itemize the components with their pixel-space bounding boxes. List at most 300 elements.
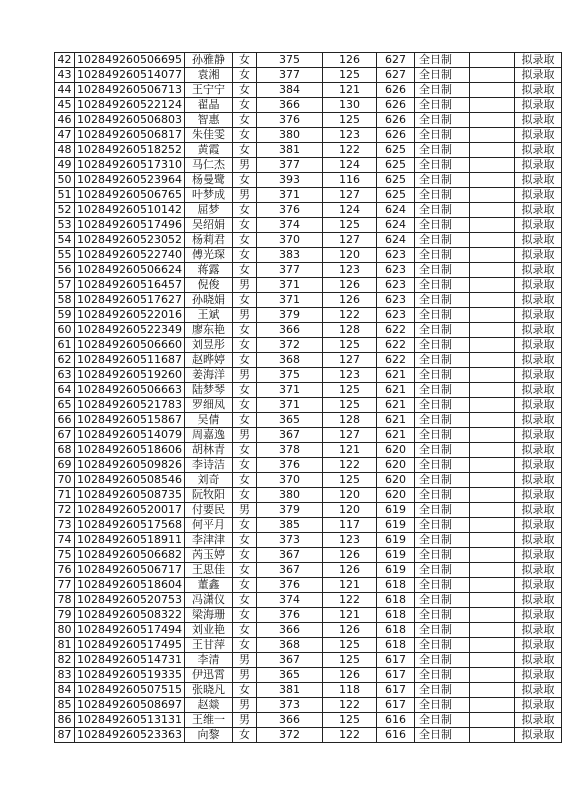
study-mode-cell: 全日制 <box>414 248 469 263</box>
total-score-cell: 627 <box>376 68 414 83</box>
student-name-cell: 周嘉逸 <box>184 428 232 443</box>
score-b-cell: 124 <box>322 158 376 173</box>
student-name-cell: 李诗洁 <box>184 458 232 473</box>
gender-cell: 女 <box>232 593 256 608</box>
score-b-cell: 121 <box>322 578 376 593</box>
total-score-cell: 619 <box>376 548 414 563</box>
total-score-cell: 618 <box>376 608 414 623</box>
row-number-cell: 57 <box>55 278 75 293</box>
score-a-cell: 367 <box>256 563 322 578</box>
admission-status-cell: 拟录取 <box>514 128 561 143</box>
score-a-cell: 366 <box>256 713 322 728</box>
score-b-cell: 125 <box>322 383 376 398</box>
study-mode-cell: 全日制 <box>414 398 469 413</box>
student-name-cell: 王维一 <box>184 713 232 728</box>
table-row <box>55 248 562 263</box>
note-cell <box>469 353 514 368</box>
gender-cell: 女 <box>232 398 256 413</box>
study-mode-cell: 全日制 <box>414 608 469 623</box>
exam-id-cell: 102849260506695 <box>75 53 185 68</box>
admission-status-cell: 拟录取 <box>514 698 561 713</box>
table-row <box>55 683 562 698</box>
admission-status-cell: 拟录取 <box>514 683 561 698</box>
row-number-cell: 84 <box>55 683 75 698</box>
row-number-cell: 43 <box>55 68 75 83</box>
table-row <box>55 608 562 623</box>
score-a-cell: 366 <box>256 98 322 113</box>
note-cell <box>469 578 514 593</box>
row-number-cell: 62 <box>55 353 75 368</box>
total-score-cell: 618 <box>376 593 414 608</box>
row-number-cell: 73 <box>55 518 75 533</box>
table-row <box>55 518 562 533</box>
score-b-cell: 130 <box>322 98 376 113</box>
student-name-cell: 吴倩 <box>184 413 232 428</box>
total-score-cell: 623 <box>376 308 414 323</box>
student-name-cell: 袁湘 <box>184 68 232 83</box>
table-row <box>55 293 562 308</box>
table-row <box>55 698 562 713</box>
total-score-cell: 617 <box>376 653 414 668</box>
table-row <box>55 638 562 653</box>
score-b-cell: 126 <box>322 548 376 563</box>
table-body <box>55 53 562 743</box>
student-name-cell: 梁海珊 <box>184 608 232 623</box>
student-name-cell: 廖东艳 <box>184 323 232 338</box>
score-b-cell: 122 <box>322 458 376 473</box>
gender-cell: 女 <box>232 563 256 578</box>
exam-id-cell: 102849260523363 <box>75 728 185 743</box>
score-a-cell: 378 <box>256 443 322 458</box>
exam-id-cell: 102849260508546 <box>75 473 185 488</box>
exam-id-cell: 102849260517495 <box>75 638 185 653</box>
gender-cell: 男 <box>232 308 256 323</box>
score-b-cell: 122 <box>322 143 376 158</box>
admission-status-cell: 拟录取 <box>514 218 561 233</box>
score-a-cell: 371 <box>256 398 322 413</box>
study-mode-cell: 全日制 <box>414 83 469 98</box>
total-score-cell: 621 <box>376 368 414 383</box>
score-b-cell: 123 <box>322 533 376 548</box>
score-a-cell: 385 <box>256 518 322 533</box>
row-number-cell: 70 <box>55 473 75 488</box>
note-cell <box>469 383 514 398</box>
score-a-cell: 393 <box>256 173 322 188</box>
score-b-cell: 121 <box>322 608 376 623</box>
gender-cell: 男 <box>232 158 256 173</box>
gender-cell: 女 <box>232 683 256 698</box>
admission-status-cell: 拟录取 <box>514 518 561 533</box>
score-a-cell: 367 <box>256 428 322 443</box>
study-mode-cell: 全日制 <box>414 68 469 83</box>
total-score-cell: 622 <box>376 323 414 338</box>
note-cell <box>469 113 514 128</box>
row-number-cell: 46 <box>55 113 75 128</box>
total-score-cell: 617 <box>376 683 414 698</box>
note-cell <box>469 173 514 188</box>
admission-status-cell: 拟录取 <box>514 563 561 578</box>
score-a-cell: 365 <box>256 668 322 683</box>
row-number-cell: 75 <box>55 548 75 563</box>
student-name-cell: 王斌 <box>184 308 232 323</box>
gender-cell: 女 <box>232 83 256 98</box>
student-name-cell: 何平月 <box>184 518 232 533</box>
admission-status-cell: 拟录取 <box>514 353 561 368</box>
note-cell <box>469 458 514 473</box>
total-score-cell: 621 <box>376 398 414 413</box>
table-row <box>55 593 562 608</box>
study-mode-cell: 全日制 <box>414 488 469 503</box>
exam-id-cell: 102849260506682 <box>75 548 185 563</box>
score-a-cell: 367 <box>256 653 322 668</box>
score-a-cell: 371 <box>256 278 322 293</box>
study-mode-cell: 全日制 <box>414 533 469 548</box>
study-mode-cell: 全日制 <box>414 458 469 473</box>
admission-status-cell: 拟录取 <box>514 398 561 413</box>
note-cell <box>469 98 514 113</box>
admission-status-cell: 拟录取 <box>514 308 561 323</box>
total-score-cell: 618 <box>376 638 414 653</box>
table-row <box>55 143 562 158</box>
gender-cell: 女 <box>232 53 256 68</box>
table-row <box>55 413 562 428</box>
row-number-cell: 76 <box>55 563 75 578</box>
student-name-cell: 黄霞 <box>184 143 232 158</box>
note-cell <box>469 428 514 443</box>
admission-status-cell: 拟录取 <box>514 413 561 428</box>
study-mode-cell: 全日制 <box>414 443 469 458</box>
student-name-cell: 赵燚 <box>184 698 232 713</box>
table-row <box>55 263 562 278</box>
study-mode-cell: 全日制 <box>414 203 469 218</box>
note-cell <box>469 653 514 668</box>
total-score-cell: 623 <box>376 263 414 278</box>
score-a-cell: 368 <box>256 353 322 368</box>
score-b-cell: 126 <box>322 278 376 293</box>
table-row <box>55 398 562 413</box>
admission-status-cell: 拟录取 <box>514 458 561 473</box>
exam-id-cell: 102849260520753 <box>75 593 185 608</box>
note-cell <box>469 683 514 698</box>
study-mode-cell: 全日制 <box>414 563 469 578</box>
row-number-cell: 55 <box>55 248 75 263</box>
study-mode-cell: 全日制 <box>414 323 469 338</box>
score-b-cell: 122 <box>322 698 376 713</box>
exam-id-cell: 102849260517627 <box>75 293 185 308</box>
total-score-cell: 624 <box>376 218 414 233</box>
student-name-cell: 向黎 <box>184 728 232 743</box>
exam-id-cell: 102849260517496 <box>75 218 185 233</box>
admission-status-cell: 拟录取 <box>514 638 561 653</box>
study-mode-cell: 全日制 <box>414 713 469 728</box>
exam-id-cell: 102849260514079 <box>75 428 185 443</box>
total-score-cell: 620 <box>376 473 414 488</box>
study-mode-cell: 全日制 <box>414 233 469 248</box>
table-row <box>55 458 562 473</box>
score-b-cell: 127 <box>322 188 376 203</box>
score-b-cell: 122 <box>322 593 376 608</box>
gender-cell: 女 <box>232 248 256 263</box>
exam-id-cell: 102849260523964 <box>75 173 185 188</box>
total-score-cell: 616 <box>376 728 414 743</box>
admission-status-cell: 拟录取 <box>514 83 561 98</box>
student-name-cell: 杨曼鹭 <box>184 173 232 188</box>
score-a-cell: 380 <box>256 128 322 143</box>
exam-id-cell: 102849260506817 <box>75 128 185 143</box>
note-cell <box>469 533 514 548</box>
score-a-cell: 376 <box>256 113 322 128</box>
study-mode-cell: 全日制 <box>414 413 469 428</box>
score-b-cell: 122 <box>322 728 376 743</box>
row-number-cell: 50 <box>55 173 75 188</box>
note-cell <box>469 563 514 578</box>
student-name-cell: 刘昱彤 <box>184 338 232 353</box>
gender-cell: 女 <box>232 263 256 278</box>
study-mode-cell: 全日制 <box>414 623 469 638</box>
admission-status-cell: 拟录取 <box>514 608 561 623</box>
row-number-cell: 49 <box>55 158 75 173</box>
student-name-cell: 叶梦成 <box>184 188 232 203</box>
exam-id-cell: 102849260517494 <box>75 623 185 638</box>
row-number-cell: 56 <box>55 263 75 278</box>
gender-cell: 女 <box>232 488 256 503</box>
table-row <box>55 113 562 128</box>
score-b-cell: 127 <box>322 428 376 443</box>
student-name-cell: 刘业艳 <box>184 623 232 638</box>
student-name-cell: 赵晔婷 <box>184 353 232 368</box>
admission-status-cell: 拟录取 <box>514 503 561 518</box>
gender-cell: 女 <box>232 638 256 653</box>
total-score-cell: 624 <box>376 203 414 218</box>
student-name-cell: 李津津 <box>184 533 232 548</box>
note-cell <box>469 68 514 83</box>
score-a-cell: 371 <box>256 188 322 203</box>
note-cell <box>469 518 514 533</box>
score-a-cell: 381 <box>256 683 322 698</box>
note-cell <box>469 218 514 233</box>
score-b-cell: 126 <box>322 53 376 68</box>
exam-id-cell: 102849260508735 <box>75 488 185 503</box>
note-cell <box>469 53 514 68</box>
student-name-cell: 孙晓娟 <box>184 293 232 308</box>
admission-status-cell: 拟录取 <box>514 98 561 113</box>
table-row <box>55 68 562 83</box>
table-row <box>55 578 562 593</box>
note-cell <box>469 293 514 308</box>
study-mode-cell: 全日制 <box>414 683 469 698</box>
score-a-cell: 376 <box>256 458 322 473</box>
exam-id-cell: 102849260508322 <box>75 608 185 623</box>
note-cell <box>469 398 514 413</box>
table-row <box>55 218 562 233</box>
gender-cell: 男 <box>232 368 256 383</box>
score-a-cell: 383 <box>256 248 322 263</box>
score-a-cell: 372 <box>256 728 322 743</box>
row-number-cell: 80 <box>55 623 75 638</box>
gender-cell: 女 <box>232 413 256 428</box>
row-number-cell: 45 <box>55 98 75 113</box>
admission-status-cell: 拟录取 <box>514 293 561 308</box>
total-score-cell: 625 <box>376 173 414 188</box>
score-b-cell: 120 <box>322 248 376 263</box>
admission-status-cell: 拟录取 <box>514 443 561 458</box>
row-number-cell: 81 <box>55 638 75 653</box>
total-score-cell: 618 <box>376 623 414 638</box>
student-name-cell: 芮玉婷 <box>184 548 232 563</box>
student-name-cell: 翟晶 <box>184 98 232 113</box>
gender-cell: 男 <box>232 503 256 518</box>
total-score-cell: 624 <box>376 233 414 248</box>
score-a-cell: 379 <box>256 503 322 518</box>
table-row <box>55 443 562 458</box>
gender-cell: 女 <box>232 203 256 218</box>
admission-status-cell: 拟录取 <box>514 53 561 68</box>
study-mode-cell: 全日制 <box>414 218 469 233</box>
score-a-cell: 380 <box>256 488 322 503</box>
score-a-cell: 371 <box>256 383 322 398</box>
admission-status-cell: 拟录取 <box>514 263 561 278</box>
student-name-cell: 付要民 <box>184 503 232 518</box>
score-b-cell: 126 <box>322 668 376 683</box>
row-number-cell: 65 <box>55 398 75 413</box>
exam-id-cell: 102849260509826 <box>75 458 185 473</box>
exam-id-cell: 102849260514077 <box>75 68 185 83</box>
exam-id-cell: 102849260518604 <box>75 578 185 593</box>
total-score-cell: 621 <box>376 383 414 398</box>
gender-cell: 女 <box>232 68 256 83</box>
row-number-cell: 61 <box>55 338 75 353</box>
score-b-cell: 125 <box>322 113 376 128</box>
score-a-cell: 365 <box>256 413 322 428</box>
table-row <box>55 488 562 503</box>
gender-cell: 女 <box>232 383 256 398</box>
note-cell <box>469 698 514 713</box>
exam-id-cell: 102849260516457 <box>75 278 185 293</box>
score-b-cell: 123 <box>322 368 376 383</box>
exam-id-cell: 102849260506765 <box>75 188 185 203</box>
score-b-cell: 125 <box>322 68 376 83</box>
gender-cell: 男 <box>232 698 256 713</box>
study-mode-cell: 全日制 <box>414 518 469 533</box>
score-b-cell: 121 <box>322 443 376 458</box>
total-score-cell: 626 <box>376 128 414 143</box>
table-row <box>55 203 562 218</box>
gender-cell: 女 <box>232 518 256 533</box>
score-b-cell: 118 <box>322 683 376 698</box>
student-name-cell: 伊迅霄 <box>184 668 232 683</box>
note-cell <box>469 668 514 683</box>
score-a-cell: 371 <box>256 293 322 308</box>
study-mode-cell: 全日制 <box>414 473 469 488</box>
study-mode-cell: 全日制 <box>414 338 469 353</box>
score-a-cell: 366 <box>256 323 322 338</box>
score-b-cell: 125 <box>322 218 376 233</box>
admission-status-cell: 拟录取 <box>514 728 561 743</box>
admission-status-cell: 拟录取 <box>514 533 561 548</box>
exam-id-cell: 102849260518606 <box>75 443 185 458</box>
score-b-cell: 123 <box>322 263 376 278</box>
gender-cell: 女 <box>232 173 256 188</box>
gender-cell: 女 <box>232 143 256 158</box>
score-a-cell: 370 <box>256 233 322 248</box>
exam-id-cell: 102849260522124 <box>75 98 185 113</box>
exam-id-cell: 102849260511687 <box>75 353 185 368</box>
exam-id-cell: 102849260506717 <box>75 563 185 578</box>
note-cell <box>469 728 514 743</box>
total-score-cell: 621 <box>376 413 414 428</box>
gender-cell: 女 <box>232 728 256 743</box>
score-b-cell: 127 <box>322 233 376 248</box>
total-score-cell: 625 <box>376 188 414 203</box>
total-score-cell: 619 <box>376 533 414 548</box>
admission-status-cell: 拟录取 <box>514 488 561 503</box>
student-name-cell: 王宁宁 <box>184 83 232 98</box>
note-cell <box>469 443 514 458</box>
exam-id-cell: 102849260517310 <box>75 158 185 173</box>
student-name-cell: 杨莉君 <box>184 233 232 248</box>
score-b-cell: 120 <box>322 503 376 518</box>
study-mode-cell: 全日制 <box>414 173 469 188</box>
student-name-cell: 傅光琛 <box>184 248 232 263</box>
student-name-cell: 阮牧阳 <box>184 488 232 503</box>
note-cell <box>469 278 514 293</box>
row-number-cell: 86 <box>55 713 75 728</box>
exam-id-cell: 102849260520017 <box>75 503 185 518</box>
study-mode-cell: 全日制 <box>414 593 469 608</box>
study-mode-cell: 全日制 <box>414 98 469 113</box>
note-cell <box>469 188 514 203</box>
total-score-cell: 626 <box>376 113 414 128</box>
score-a-cell: 374 <box>256 593 322 608</box>
exam-id-cell: 102849260518252 <box>75 143 185 158</box>
row-number-cell: 44 <box>55 83 75 98</box>
admission-status-cell: 拟录取 <box>514 653 561 668</box>
study-mode-cell: 全日制 <box>414 698 469 713</box>
score-a-cell: 368 <box>256 638 322 653</box>
score-a-cell: 370 <box>256 473 322 488</box>
gender-cell: 男 <box>232 653 256 668</box>
note-cell <box>469 143 514 158</box>
gender-cell: 女 <box>232 473 256 488</box>
total-score-cell: 623 <box>376 248 414 263</box>
table-row <box>55 158 562 173</box>
gender-cell: 男 <box>232 188 256 203</box>
exam-id-cell: 102849260506663 <box>75 383 185 398</box>
gender-cell: 女 <box>232 533 256 548</box>
exam-id-cell: 102849260519260 <box>75 368 185 383</box>
row-number-cell: 53 <box>55 218 75 233</box>
study-mode-cell: 全日制 <box>414 308 469 323</box>
student-name-cell: 董鑫 <box>184 578 232 593</box>
admission-status-cell: 拟录取 <box>514 668 561 683</box>
admission-status-cell: 拟录取 <box>514 203 561 218</box>
row-number-cell: 52 <box>55 203 75 218</box>
exam-id-cell: 102849260518911 <box>75 533 185 548</box>
score-b-cell: 125 <box>322 473 376 488</box>
admission-table <box>54 52 562 743</box>
note-cell <box>469 473 514 488</box>
row-number-cell: 77 <box>55 578 75 593</box>
score-b-cell: 126 <box>322 563 376 578</box>
score-b-cell: 124 <box>322 203 376 218</box>
score-b-cell: 116 <box>322 173 376 188</box>
table-row <box>55 668 562 683</box>
exam-id-cell: 102849260521783 <box>75 398 185 413</box>
table-row <box>55 128 562 143</box>
note-cell <box>469 368 514 383</box>
admission-status-cell: 拟录取 <box>514 278 561 293</box>
row-number-cell: 68 <box>55 443 75 458</box>
